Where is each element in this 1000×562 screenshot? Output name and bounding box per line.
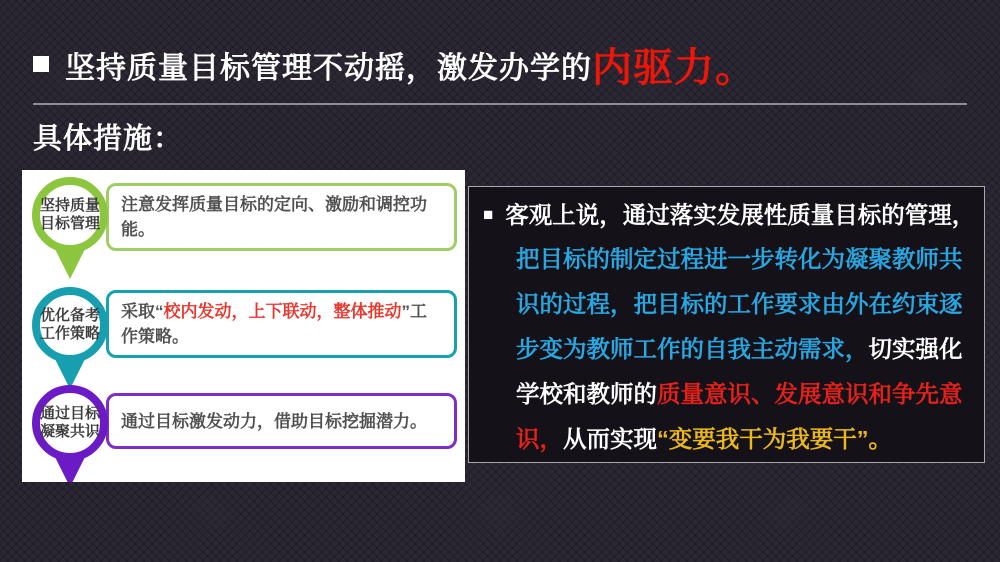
pin-label-line2: 凝聚共识	[40, 423, 101, 440]
map-pin-icon-teal	[32, 287, 108, 397]
explanation-line-5	[483, 372, 974, 417]
pin-circle	[32, 177, 108, 253]
measure-row-3	[22, 385, 465, 482]
text-segment: “变要我干为我要干”。	[657, 426, 892, 452]
pin-label-line1: 优化备考	[40, 307, 101, 324]
measure-box-2-text	[121, 299, 442, 349]
pin-label	[40, 197, 100, 233]
measure-box-3-text	[121, 409, 427, 434]
page-title	[65, 36, 756, 93]
subtitle: 具体措施：	[33, 123, 184, 155]
text-segment: 从而实现	[563, 426, 657, 452]
pin-label	[40, 307, 100, 343]
pin-label-line1: 通过目标	[40, 405, 101, 422]
title-divider	[33, 103, 967, 105]
explanation-line-2	[483, 237, 974, 282]
pin-label-line2: 目标管理	[40, 215, 101, 232]
explanation-line-6	[483, 417, 974, 462]
measure-3-segment: 通过目标激发动力，借助目标挖掘潜力。	[121, 411, 427, 431]
title-highlight-text: 内驱力。	[592, 45, 756, 90]
text-segment: 识的过程，把目标的工作要求由外在约束逐	[516, 291, 963, 317]
title-main-text: 坚持质量目标管理不动摇，激发办学的	[65, 51, 592, 85]
measure-2-segment: ”工作策略。	[121, 302, 427, 346]
measure-2-segment: 采取“	[121, 302, 164, 321]
title-bullet-icon	[33, 56, 49, 72]
text-segment: 识，	[516, 426, 563, 452]
measure-row-2	[22, 287, 465, 397]
pin-circle	[32, 385, 108, 461]
measures-panel	[22, 170, 465, 482]
measure-box-1-text	[121, 192, 442, 242]
map-pin-icon-green	[32, 177, 108, 287]
measure-box-3	[106, 393, 457, 449]
measure-box-1	[106, 183, 457, 251]
text-segment: 步变为教师工作的自我主动需求，	[516, 336, 869, 362]
explanation-panel	[468, 186, 985, 463]
text-segment: 把目标的制定过程进一步转化为凝聚教师共	[516, 246, 963, 272]
measure-box-2	[106, 290, 457, 358]
explanation-line-1	[483, 192, 974, 237]
map-pin-icon-purple	[32, 385, 108, 482]
title-row	[33, 38, 756, 90]
measure-2-segment-red: 校内发动，上下联动，整体推动	[163, 302, 402, 321]
pin-label-line1: 坚持质量	[40, 197, 101, 214]
text-segment: 质量意识、发展意识和争先意	[657, 381, 963, 407]
pin-circle	[32, 287, 108, 363]
pin-label	[40, 405, 100, 441]
measure-row-1	[22, 177, 465, 287]
pin-label-line2: 工作策略	[40, 325, 101, 342]
bullet-square-icon: ■	[483, 205, 494, 224]
explanation-line-4	[483, 327, 974, 372]
text-segment: 客观上说，通过落实发展性质量目标的管理，	[505, 202, 976, 228]
text-segment: 学校和教师的	[516, 381, 657, 407]
text-segment: 切实强化	[868, 336, 963, 362]
explanation-line-3	[483, 282, 974, 327]
measure-1-segment: 注意发挥质量目标的定向、激励和调控功能。	[121, 195, 427, 239]
